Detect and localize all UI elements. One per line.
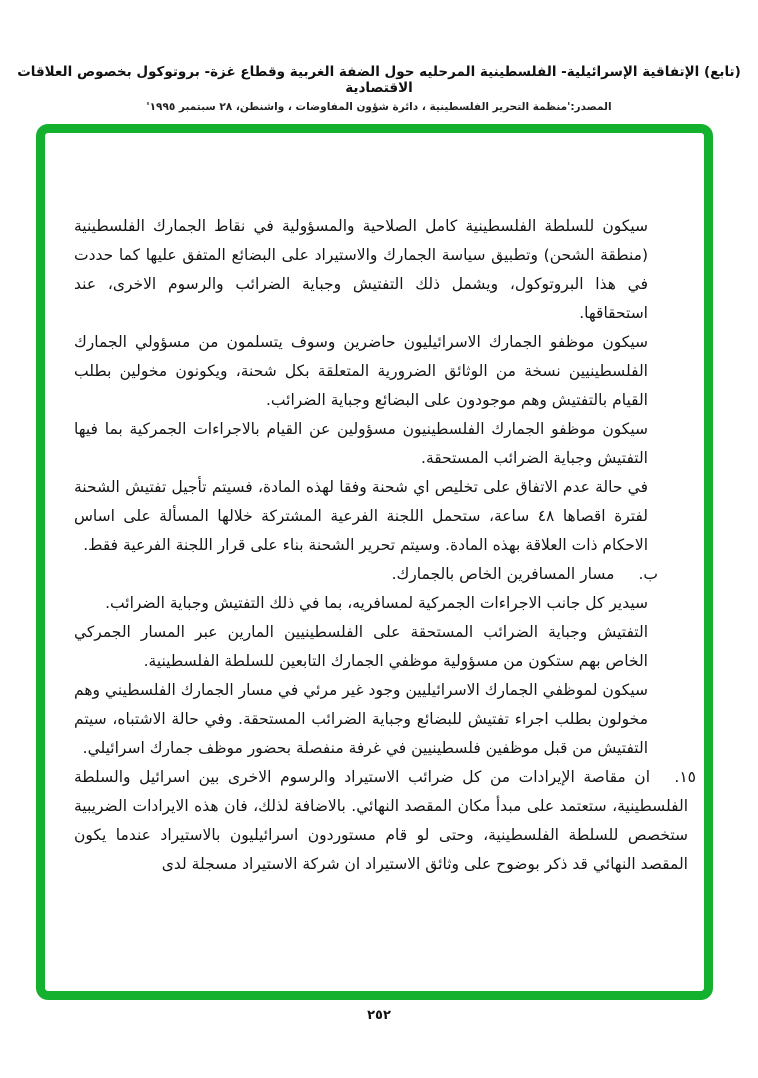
paragraph-israeli-officials-present: سيكون موظفو الجمارك الاسرائيليون حاضرين وسوف يتسلمون من مسؤولي الجمارك الفلسطينيين نسخة من الوثائق الضرورية المتعلقة بكل شحنة، ويكونون مخولين بطلب القيام بالتفتيش وهم موجودون على البضائع وجباية الضرائب. <box>74 333 648 409</box>
document-body <box>74 212 696 879</box>
document-title: (تابع) الإتفاقية الإسرائيلية- الفلسطينية المرحليه حول الضفة الغربية وقطاع غزة- بروتوكول بخصوص العلاقات الاقتصادية <box>17 64 741 96</box>
list-item-b-marker: ب. <box>638 565 658 583</box>
paragraph-customs-authority: سيكون للسلطة الفلسطينية كامل الصلاحية والمسؤولية في نقاط الجمارك الفلسطينية (منطقة الشحن) وتطبيق سياسة الجمارك والاستيراد على البضائع المتفق عليها كما حددت في هذا البروتوكول، ويشمل ذلك التفتيش وجباية الضرائب والرسوم الاخرى، عند استحقاقها. <box>74 217 648 322</box>
paragraph-palestinian-officials-responsible: سيكون موظفو الجمارك الفلسطينيون مسؤولين عن القيام بالاجراءات الجمركية بما فيها التفتيش وجباية الضرائب المستحقة. <box>74 420 648 467</box>
list-item-b-text: مسار المسافرين الخاص بالجمارك. <box>391 565 615 583</box>
paragraph-invisible-presence: سيكون لموظفي الجمارك الاسرائيليين وجود غير مرئي في مسار الجمارك الفلسطيني وهم مخولون بطلب اجراء تفتيش للبضائع وجباية الضرائب المستحقة. وفي حالة الاشتباه، سيتم التفتيش من قبل موظفين فلسطينيين في غرفة منفصلة بحضور موظف جمارك اسرائيلي. <box>74 681 648 757</box>
list-item-15-text: ان مقاصة الإيرادات من كل ضرائب الاستيراد والرسوم الاخرى بين اسرائيل والسلطة الفلسطينية، ستعتمد على مبدأ مكان المقصد النهائي. بالاضافة لذلك، فان هذه الايرادات الضريبية ستخصص للسلطة الفلسطينية، وحتى لو قام مستوردون اسرائيليون بالاستيراد عندما يكون المقصد النهائي قد ذكر بوضوح على وثائق الاستيراد ان شركة الاستيراد مسجلة لدى <box>74 768 688 873</box>
page-number: ٢٥٢ <box>367 1008 391 1023</box>
paragraph-palestinian-lane-taxes: التفتيش وجباية الضرائب المستحقة على الفلسطينيين المارين عبر المسار الجمركي الخاص بهم ستكون من مسؤولية موظفي الجمارك التابعين للسلطة الفلسطينية. <box>74 623 648 670</box>
document-source-line: المصدر:'منظمة التحرير الفلسطينية ، دائرة شؤون المفاوضات ، واشنطن، ٢٨ سبتمبر ١٩٩٥' <box>146 101 612 113</box>
paragraph-disagreement-48-hours: في حالة عدم الاتفاق على تخليص اي شحنة وفقا لهذه المادة، فسيتم تأجيل تفتيش الشحنة لفترة اقصاها ٤٨ ساعة، ستحمل اللجنة الفرعية المشتركة خلالها المسألة على اساس الاحكام ذات العلاقة بهذه المادة. وسيتم تحرير الشحنة بناء على قرار اللجنة الفرعية فقط. <box>74 478 649 554</box>
paragraph-each-side-manages: سيدير كل جانب الاجراءات الجمركية لمسافريه، بما في ذلك التفتيش وجباية الضرائب. <box>105 594 648 612</box>
document-header <box>0 64 758 113</box>
list-item-15 <box>74 763 696 879</box>
list-item-b <box>74 560 658 589</box>
list-item-15-marker: ١٥. <box>674 768 696 786</box>
